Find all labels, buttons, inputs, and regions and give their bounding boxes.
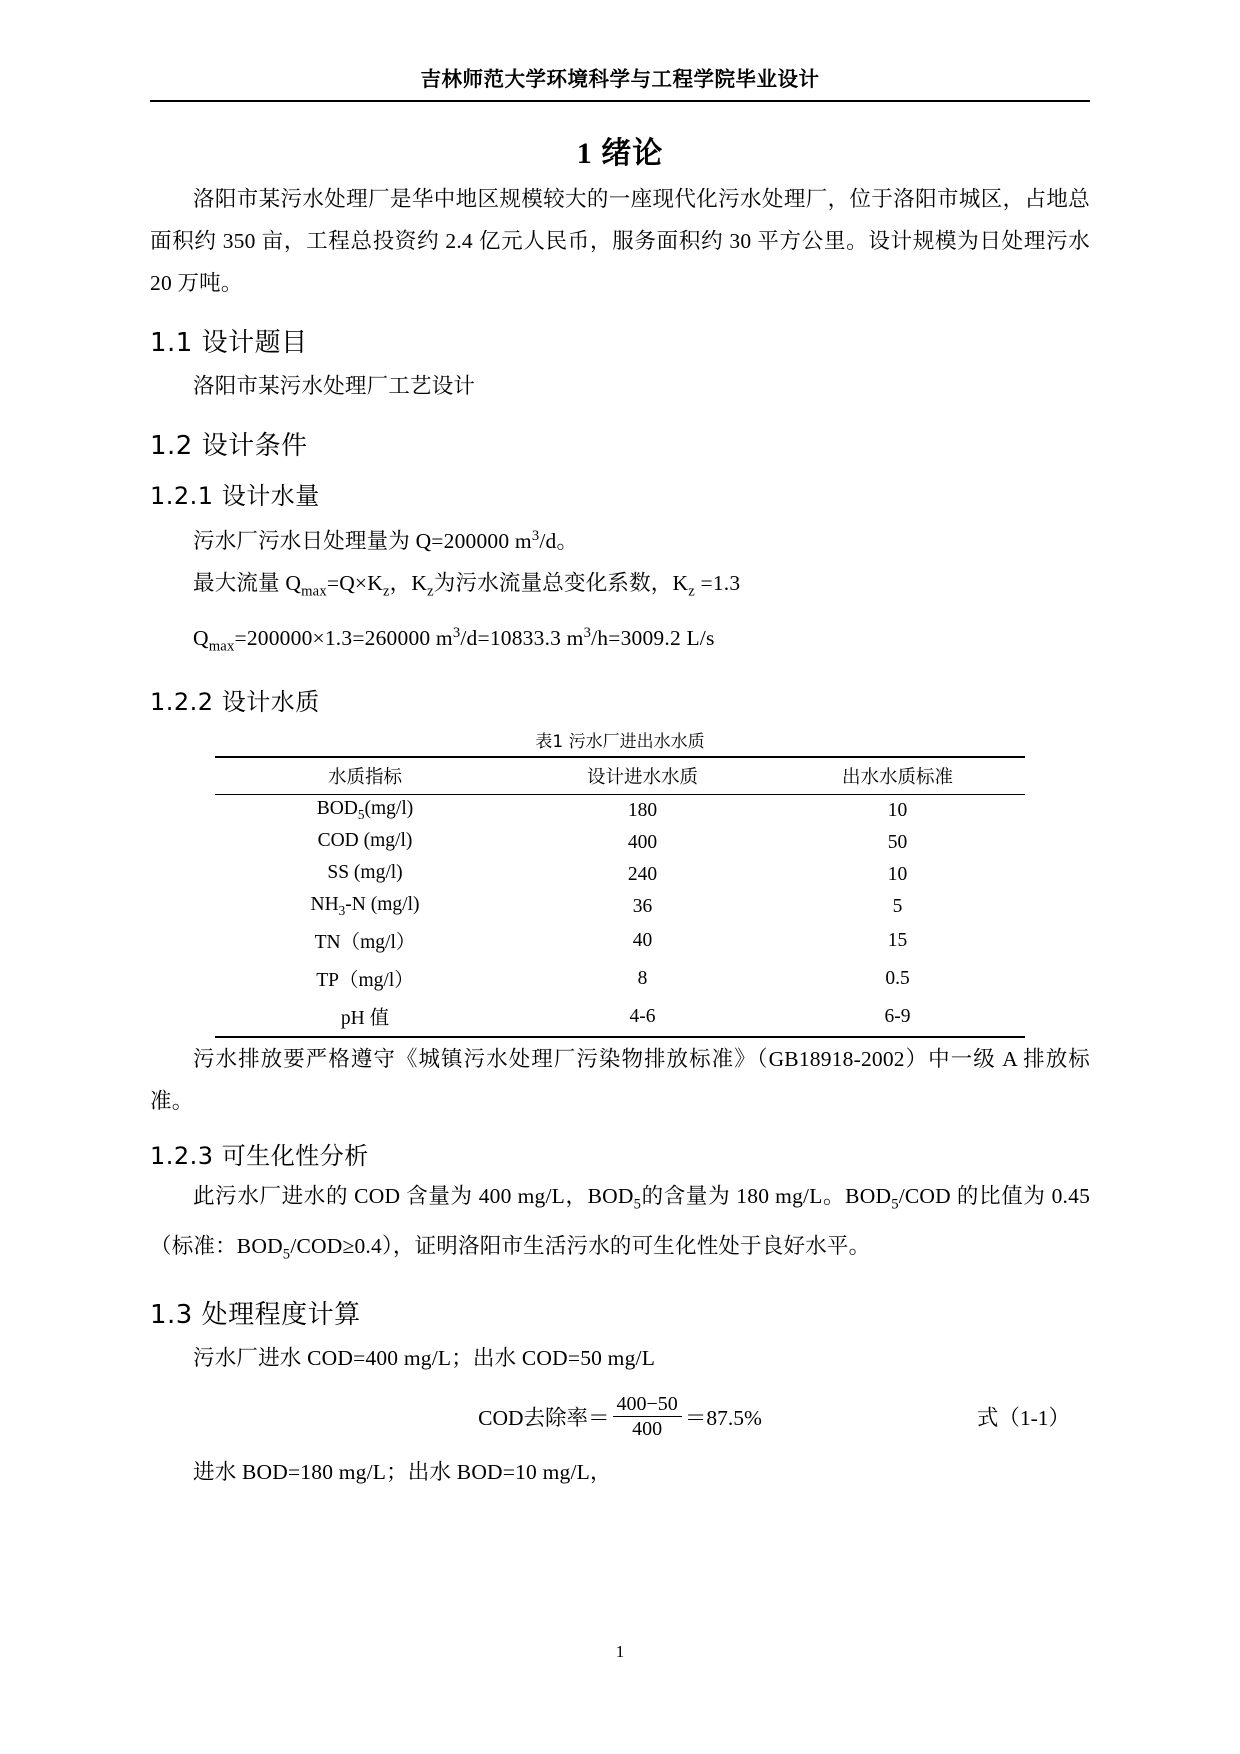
indicator-text: SS (mg/l) [327, 862, 403, 884]
design-flow-line-1-exponent: 3 [531, 528, 540, 544]
header-divider [150, 100, 1090, 102]
chapter-title: 1 绪论 [576, 137, 664, 170]
qmax-formula-part-2: =Q×K [326, 571, 383, 596]
qmax-calc-subscript: max [208, 638, 235, 655]
table-header-influent: 设计进水水质 [515, 757, 770, 795]
table-cell-indicator [215, 891, 515, 923]
table-row [215, 794, 1025, 826]
equation-number: 式（1-1） [976, 1406, 1070, 1431]
kz-subscript-3: z [688, 583, 695, 600]
qmax-calc-exponent-2: 3 [583, 625, 592, 642]
table-header-effluent: 出水水质标准 [770, 757, 1025, 795]
table-caption: 表1 污水厂进出水水质 [535, 731, 705, 752]
table-cell-influent: 8 [637, 968, 648, 990]
indicator-text: pH 值 [340, 1007, 390, 1029]
qmax-formula-part-4: 为污水流量总变化系数，K [433, 571, 689, 596]
design-flow-line-3 [150, 612, 1090, 667]
design-flow-line-1-suffix: /d。 [539, 529, 579, 554]
design-flow-line-1-prefix: 污水厂污水日处理量为 Q=200000 m [193, 529, 532, 554]
table-cell-influent: 4-6 [515, 998, 770, 1037]
biodeg-part-3: /COD 的比值为 0.45（标准：BOD [150, 1184, 1091, 1259]
fraction-denominator: 400 [632, 1418, 663, 1441]
bod5-subscript-2: 5 [891, 1196, 899, 1213]
table-cell-indicator [215, 998, 515, 1037]
discharge-standard-paragraph: 污水排放要严格遵守《城镇污水处理厂污染物排放标准》（GB18918-2002）中一级 A 排放标准。 [150, 1047, 1090, 1114]
table-cell-effluent: 10 [887, 799, 908, 821]
running-header: 吉林师范大学环境科学与工程学院毕业设计 [420, 67, 820, 91]
table-cell-indicator [215, 960, 515, 998]
equation-expression [478, 1393, 762, 1441]
table-cell-effluent: 50 [887, 831, 908, 853]
qmax-formula-part-1: 最大流量 Q [193, 571, 302, 596]
heading-1-1: 1.1 设计题目 [150, 328, 308, 358]
cod-inlet-outlet-line: 污水厂进水 COD=400 mg/L；出水 COD=50 mg/L [193, 1345, 656, 1370]
table-row [215, 859, 1025, 891]
table-cell-indicator [215, 827, 515, 859]
table-row [215, 827, 1025, 859]
table-cell-effluent: 10 [887, 863, 908, 885]
heading-1-2-1: 1.2.1 设计水量 [150, 482, 320, 510]
bod5-subscript-3: 5 [282, 1246, 291, 1263]
biodegradability-paragraph [150, 1175, 1090, 1276]
qmax-calc-part-2: =200000×1.3=260000 m [234, 626, 453, 651]
biodeg-part-2: 的含量为 180 mg/L。BOD [641, 1184, 892, 1209]
indicator-text: BOD [316, 798, 358, 820]
table-row [215, 922, 1025, 960]
equation-label: COD去除率＝ [478, 1406, 610, 1431]
bod-inlet-outlet-line: 进水 BOD=180 mg/L；出水 BOD=10 mg/L， [193, 1459, 612, 1484]
table-cell-influent: 36 [632, 895, 653, 917]
table-cell-influent: 180 [627, 799, 658, 821]
fraction [613, 1393, 682, 1441]
heading-1-2-2: 1.2.2 设计水质 [150, 687, 320, 716]
table-cell-indicator [215, 922, 515, 960]
indicator-unit: (mg/l) [364, 798, 414, 820]
chapter-intro-paragraph: 洛阳市某污水处理厂是华中地区规模较大的一座现代化污水处理厂，位于洛阳市城区，占地总面积约 350 亩，工程总投资约 2.4 亿元人民币，服务面积约 30 平方公里。设计规模为日处理污水 20 万吨。 [150, 187, 1090, 295]
indicator-unit: -N (mg/l) [345, 894, 420, 916]
heading-1-3: 1.3 处理程度计算 [150, 1299, 361, 1330]
heading-1-2-3: 1.2.3 可生化性分析 [150, 1142, 369, 1171]
table-row [215, 960, 1025, 998]
qmax-calc-exponent-1: 3 [452, 625, 461, 642]
biodeg-part-4: /COD≥0.4），证明洛阳市生活污水的可生化性处于良好水平。 [290, 1234, 871, 1259]
qmax-formula-part-5: =1.3 [694, 571, 741, 596]
indicator-text: TP（mg/l） [316, 969, 414, 991]
qmax-calc-part-1: Q [193, 626, 209, 651]
table-cell-influent: 40 [632, 930, 653, 952]
water-quality-table [215, 756, 1025, 1038]
table-cell-effluent: 5 [892, 895, 903, 917]
bod5-subscript-1: 5 [633, 1196, 642, 1213]
qmax-calc-part-3: /d=10833.3 m [460, 626, 584, 651]
biodeg-part-1: 此污水厂进水的 COD 含量为 400 mg/L，BOD [193, 1184, 634, 1209]
fraction-numerator: 400−50 [613, 1393, 682, 1417]
indicator-subscript: 5 [357, 807, 365, 823]
equation-result: ＝87.5% [684, 1406, 762, 1431]
qmax-formula-part-3: ，K [389, 571, 428, 596]
qmax-calc-part-4: /h=3009.2 L/s [591, 626, 715, 651]
table-row [215, 891, 1025, 923]
indicator-subscript: 3 [338, 902, 346, 918]
cod-removal-equation [150, 1393, 1090, 1441]
design-flow-line-1 [150, 515, 1090, 562]
table-cell-indicator [215, 794, 515, 826]
indicator-text: TN（mg/l） [314, 931, 416, 953]
kz-subscript-1: z [382, 583, 390, 600]
page-number: 1 [615, 1642, 625, 1661]
table-cell-influent: 240 [627, 863, 658, 885]
kz-subscript-2: z [427, 583, 434, 600]
qmax-subscript-max: max [301, 583, 327, 600]
table-header-row [215, 757, 1025, 795]
table-row [215, 998, 1025, 1037]
table-cell-influent: 400 [627, 831, 658, 853]
indicator-text: COD (mg/l) [317, 830, 413, 852]
indicator-text: NH [310, 894, 339, 916]
design-flow-line-2 [150, 562, 1090, 612]
table-header-indicator: 水质指标 [215, 757, 515, 795]
table-cell-effluent: 15 [887, 930, 908, 952]
table-cell-effluent: 6-9 [770, 998, 1025, 1037]
heading-1-2: 1.2 设计条件 [150, 431, 308, 461]
table-cell-effluent: 0.5 [885, 968, 910, 990]
table-cell-indicator [215, 859, 515, 891]
section-1-1-body: 洛阳市某污水处理厂工艺设计 [193, 374, 476, 398]
